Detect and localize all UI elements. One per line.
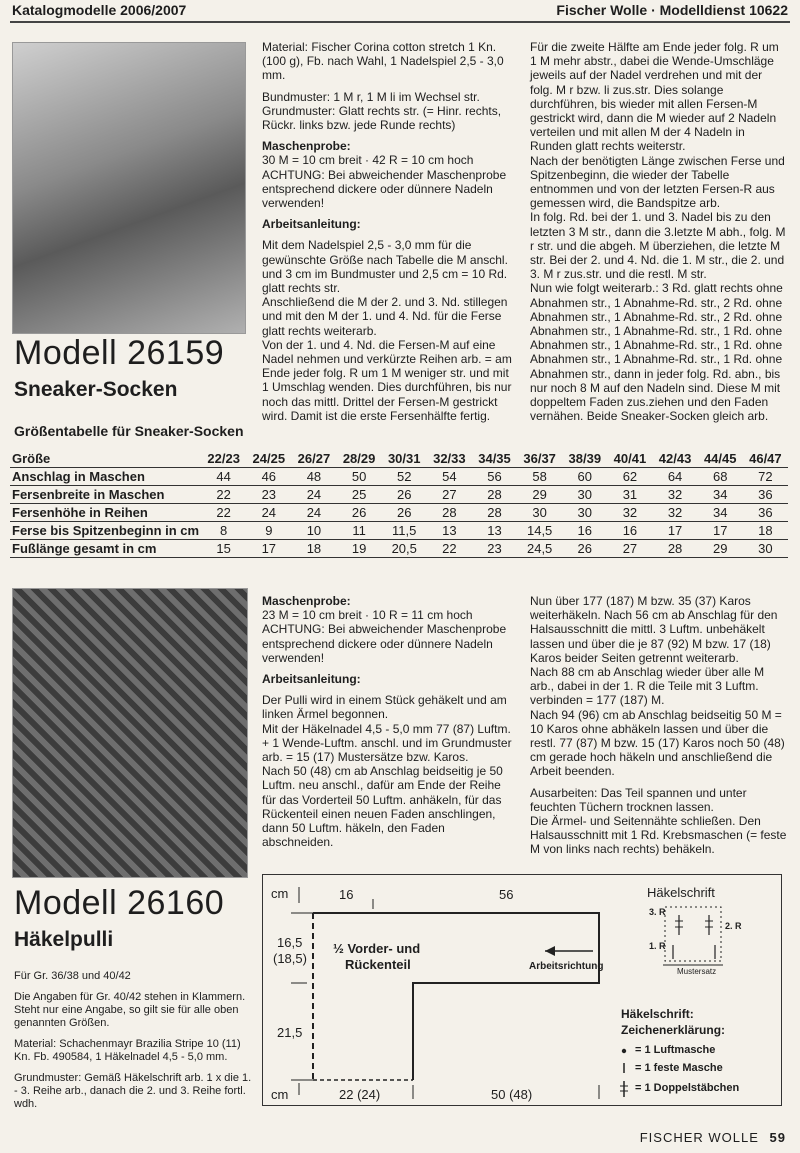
size-col-header: 28/29 — [337, 450, 382, 468]
pullover-meta — [14, 970, 252, 1111]
sock-finish: Nun wie folgt weiterarb.: 3 Rd. glatt rechts ohne Abnahmen str., 1 Abnahme-Rd. str., 2 Rd. ohne Abnahmen str., 1 Abnahme-Rd. str., 2 Rd. ohne Abnahmen str., 1 Abnahme-Rd. str., 1 Rd. ohne Abnahmen str., 1 Abnahme-Rd. str., 1 Rd. ohne Abnahmen str., 1 Abnahme-Rd. str., 1 Rd. ohne Abnahmen str., dann in jeder folg. Rd. abn., bis nur noch 8 M auf den Nadeln sind. Diese M mit doppeltem Faden zus.ziehen und den Faden vernähen. Beide Sneaker-Socken gleich arb. — [530, 281, 783, 424]
publisher-title: Fischer Wolle · Modelldienst 10622 — [556, 2, 788, 18]
table-cell: 18 — [291, 540, 336, 558]
model1-title: Modell 26159 — [14, 334, 225, 372]
table-cell: 46 — [246, 468, 291, 486]
size-col-header: 42/43 — [653, 450, 698, 468]
direction-arrow-head — [545, 946, 555, 956]
sock-probe: 30 M = 10 cm breit · 42 R = 10 cm hoch — [262, 153, 474, 168]
row-label: Fersenhöhe in Reihen — [10, 504, 201, 522]
table-cell: 28 — [427, 504, 472, 522]
direction-label: Arbeitsrichtung — [529, 961, 604, 972]
table-cell: 29 — [517, 486, 562, 504]
dim-16-5: 16,5 — [277, 935, 303, 950]
dim-cm-top: cm — [271, 886, 289, 901]
pullover-instructions-col2 — [262, 834, 514, 848]
model2-subtitle: Häkelpulli — [14, 928, 114, 951]
table-cell: 24 — [246, 504, 291, 522]
sock-achtung: ACHTUNG: Bei abweichender Maschenprobe entsprechend dickere oder dünnere Nadeln verwenden! — [262, 167, 507, 211]
table-cell: 34 — [698, 504, 743, 522]
sock-anleitung-3: Von der 1. und 4. Nd. die Fersen-M auf eine Nadel nehmen und verkürzte Reihen arb. = am Ende jeder folg. R um 1 M weniger str. und mit 1 Umschlag wenden. Dies durchführen, bis nur noch das mittl. Drittel der Fersen-M gestrickt wird. Damit ist die erste Fersenhälfte fertig. — [262, 337, 512, 423]
sock-photo — [12, 42, 246, 334]
sock-anleitung-1: Mit dem Nadelspiel 2,5 - 3,0 mm für die gewünschte Größe nach Tabelle die M anschl. und 3 cm im Bundmuster und 2,5 cm = 10 Rd. glatt rechts str. — [262, 238, 508, 296]
size-table-title: Größentabelle für Sneaker-Socken — [14, 423, 244, 439]
size-table-header: Größe — [10, 450, 201, 468]
table-cell: 30 — [743, 540, 788, 558]
size-table — [10, 450, 788, 558]
table-cell: 11 — [337, 522, 382, 540]
table-cell: 28 — [653, 540, 698, 558]
table-cell: 58 — [517, 468, 562, 486]
piece-label-1: ½ Vorder- und — [333, 941, 421, 956]
table-cell: 9 — [246, 522, 291, 540]
row-label: Anschlag in Maschen — [10, 468, 201, 486]
table-cell: 30 — [562, 486, 607, 504]
page-number: 59 — [769, 1130, 786, 1145]
table-cell: 29 — [698, 540, 743, 558]
pullover-instructions-col1 — [262, 594, 514, 849]
table-cell: 30 — [562, 504, 607, 522]
dim-18-5: (18,5) — [273, 951, 307, 966]
table-cell: 17 — [653, 522, 698, 540]
pullover-probe: 23 M = 10 cm breit · 10 R = 11 cm hoch — [262, 608, 473, 623]
table-cell: 28 — [472, 504, 517, 522]
table-cell: 48 — [291, 468, 336, 486]
dim-cm-bottom: cm — [271, 1087, 289, 1102]
table-cell: 26 — [337, 504, 382, 522]
row-label: Fußlänge gesamt in cm — [10, 540, 201, 558]
table-row — [10, 504, 788, 522]
catalog-title: Katalogmodelle 2006/2007 — [12, 2, 187, 18]
size-col-header: 38/39 — [562, 450, 607, 468]
table-row — [10, 540, 788, 558]
table-cell: 44 — [201, 468, 246, 486]
size-col-header: 24/25 — [246, 450, 291, 468]
row-1-label: 1. R — [649, 941, 666, 951]
legend-luftmasche: = 1 Luftmasche — [635, 1044, 716, 1056]
table-cell: 24 — [291, 504, 336, 522]
table-cell: 24,5 — [517, 540, 562, 558]
table-cell: 26 — [562, 540, 607, 558]
sock-anleitung-heading: Arbeitsanleitung: — [262, 217, 361, 232]
row-label: Fersenbreite in Maschen — [10, 486, 201, 504]
size-col-header: 46/47 — [743, 450, 788, 468]
table-cell: 32 — [653, 486, 698, 504]
sock-instructions-col1 — [262, 40, 514, 430]
table-cell: 36 — [743, 486, 788, 504]
pullover-ausarbeiten: Ausarbeiten: Das Teil spannen und unter feuchten Tüchern trocknen lassen. — [530, 785, 747, 814]
sock-ferse-2: Für die zweite Hälfte am Ende jeder folg. R um 1 M mehr abstr., dabei die Wende-Umschläge jeweils auf der Nadel verdrehen und mit der folg. M r bzw. li zus.str. Dies solange durchführen, bis wieder mit allen Fersen-M gestrickt wird, dann die M wieder auf 2 Nadeln verteilen und mit allen M der 4 Nadeln in Runden glatt rechts weiterstr. — [530, 40, 779, 154]
dim-56: 56 — [499, 887, 514, 902]
header-rule — [10, 21, 790, 23]
table-cell: 50 — [337, 468, 382, 486]
table-cell: 20,5 — [382, 540, 427, 558]
table-cell: 16 — [562, 522, 607, 540]
size-col-header: 34/35 — [472, 450, 517, 468]
row-label: Ferse bis Spitzenbeginn in cm — [12, 523, 200, 538]
size-col-header: 32/33 — [427, 450, 472, 468]
legend-doppelstaebchen: = 1 Doppelstäbchen — [635, 1082, 740, 1094]
pullover-instructions-col3 — [530, 594, 788, 864]
pullover-sizes: Für Gr. 36/38 und 40/42 — [14, 970, 131, 982]
row-3-label: 3. R — [649, 907, 666, 917]
table-cell: 13 — [472, 522, 517, 540]
table-cell: 11,5 — [382, 522, 427, 540]
sock-bundmuster: Bundmuster: 1 M r, 1 M li im Wechsel str. — [262, 89, 480, 104]
table-cell: 27 — [427, 486, 472, 504]
model2-title: Modell 26160 — [14, 884, 225, 922]
piece-label-2: Rückenteil — [345, 957, 411, 972]
table-cell: 36 — [743, 504, 788, 522]
model1-subtitle: Sneaker-Socken — [14, 378, 178, 401]
legend-subtitle: Zeichenerklärung: — [621, 1023, 726, 1037]
table-cell: 52 — [382, 468, 427, 486]
pullover-material: Material: Schachenmayr Brazilia Stripe 10 (11) Kn. Fb. 490584, 1 Häkelnadel 4,5 - 5,0 mm. — [14, 1038, 241, 1063]
pullover-achtung: ACHTUNG: Bei abweichender Maschenprobe entsprechend dickere oder dünnere Nadeln verwenden! — [262, 622, 507, 665]
table-cell: 8 — [201, 522, 246, 540]
sock-anleitung-2: Anschließend die M der 2. und 3. Nd. stillegen und mit den M der 1. und 4. Nd. für die Ferse glatt rechts weiterarb. — [262, 295, 508, 338]
table-cell: 22 — [427, 540, 472, 558]
pullover-anleitung-3: Nach 50 (48) cm ab Anschlag beidseitig je 50 Luftm. neu anschl., dafür am Ende der Reihe für das Vorderteil 50 Luftm. anhäkeln, für das Rückenteil einen neuen Faden anschlingen, dann 50 Luftm. häkeln, den Faden abschneiden. — [262, 764, 503, 850]
table-cell: 30 — [517, 504, 562, 522]
table-cell: 14,5 — [517, 522, 562, 540]
pullover-anleitung-heading: Arbeitsanleitung: — [262, 672, 361, 687]
table-cell: 56 — [472, 468, 517, 486]
size-table-header-row — [10, 450, 788, 468]
table-cell: 10 — [291, 522, 336, 540]
table-row — [10, 522, 788, 540]
table-cell: 32 — [653, 504, 698, 522]
table-cell: 27 — [607, 540, 652, 558]
pullover-anleitung-6: Nach 94 (96) cm ab Anschlag beidseitig 50 M = 10 Karos ohne abhäkeln lassen und über die restl. 77 (87) M bzw. 15 (17) Karos noch 50 (48) cm gerade hoch häkeln und anschließend die Arbeit beenden. — [530, 707, 785, 779]
pullover-anleitung-2: Mit der Häkelnadel 4,5 - 5,0 mm 77 (87) Luftm. + 1 Wende-Luftm. anschl. und im Grundmuster arb. = 15 (17) Mustersätze bzw. Karos. — [262, 721, 512, 765]
table-cell: 25 — [337, 486, 382, 504]
size-col-header: 22/23 — [201, 450, 246, 468]
luftmasche-dot — [622, 1049, 626, 1053]
dim-16: 16 — [339, 887, 354, 902]
pullover-probe-heading: Maschenprobe: — [262, 594, 351, 608]
table-cell: 22 — [201, 486, 246, 504]
mustersatz-label: Mustersatz — [677, 967, 717, 976]
table-cell: 17 — [246, 540, 291, 558]
table-cell: 31 — [607, 486, 652, 504]
pullover-size-note: Die Angaben für Gr. 40/42 stehen in Klammern. Steht nur eine Angabe, so gilt sie für alle oben genannten Größen. — [14, 991, 246, 1029]
crochet-chart-title: Häkelschrift — [647, 885, 715, 900]
table-row — [10, 468, 788, 486]
table-cell: 34 — [698, 486, 743, 504]
table-cell: 54 — [427, 468, 472, 486]
dim-22-24: 22 (24) — [339, 1087, 381, 1102]
table-cell: 26 — [382, 504, 427, 522]
legend-feste-masche: = 1 feste Masche — [635, 1062, 723, 1074]
sock-spitze: Nach der benötigten Länge zwischen Ferse und Spitzenbeginn, die wieder der Tabelle entnommen und von der letzten Fersen-R aus gemessen wird, die Bandspitze arb. — [530, 153, 785, 211]
table-cell: 19 — [337, 540, 382, 558]
sock-material: Material: Fischer Corina cotton stretch 1 Kn. (100 g), Fb. nach Wahl, 1 Nadelspiel 2,5 - 3,0 mm. — [262, 40, 504, 83]
table-cell: 60 — [562, 468, 607, 486]
pullover-photo — [12, 588, 248, 878]
row-2-label: 2. R — [725, 921, 742, 931]
table-cell: 16 — [607, 522, 652, 540]
sock-instructions-col2 — [530, 40, 788, 430]
table-cell: 24 — [291, 486, 336, 504]
sock-probe-heading: Maschenprobe: — [262, 139, 351, 154]
table-cell: 72 — [743, 468, 788, 486]
table-cell: 32 — [607, 504, 652, 522]
table-cell: 68 — [698, 468, 743, 486]
pullover-grundmuster: Grundmuster: Gemäß Häkelschrift arb. 1 x die 1. - 3. Reihe arb., danach die 2. und 3. Reihe fortl. wdh. — [14, 1072, 252, 1110]
size-col-header: 30/31 — [382, 450, 427, 468]
size-col-header: 36/37 — [517, 450, 562, 468]
table-cell: 26 — [382, 486, 427, 504]
table-cell: 13 — [427, 522, 472, 540]
pullover-anleitung-4: Nun über 177 (187) M bzw. 35 (37) Karos weiterhäkeln. Nach 56 cm ab Anschlag für den Halsausschnitt die mittl. 3 Luftm. unbehäkelt lassen und über die je 87 (92) M bzw. 17 (18) Karos beider Seiten getrennt weiterarb. — [530, 594, 778, 665]
size-col-header: 44/45 — [698, 450, 743, 468]
legend-title: Häkelschrift: — [621, 1007, 694, 1021]
pullover-anleitung-5: Nach 88 cm ab Anschlag wieder über alle M arb., dabei in der 1. R die Teile mit 3 Luftm. verbinden = 177 (187) M. — [530, 665, 765, 708]
table-cell: 64 — [653, 468, 698, 486]
table-cell: 18 — [743, 522, 788, 540]
dim-50-48: 50 (48) — [491, 1087, 533, 1102]
table-row — [10, 486, 788, 504]
dim-21-5: 21,5 — [277, 1025, 303, 1040]
table-cell: 23 — [246, 486, 291, 504]
table-cell: 62 — [607, 468, 652, 486]
size-col-header: 26/27 — [291, 450, 336, 468]
sock-abnahme: In folg. Rd. bei der 1. und 3. Nadel bis zu den letzten 3 M str., dann die 3.letzte M abh., folg. M r str. und die abgeh. M überziehen, die letzte M str. Bei der 2. und 4. Nd. die 1. M str., die 2. und 3. M r zus.str. und die restl. M str. — [530, 210, 786, 282]
footer-brand: FISCHER WOLLE — [639, 1130, 759, 1145]
pullover-anleitung-1: Der Pulli wird in einem Stück gehäkelt und am linken Ärmel begonnen. — [262, 693, 507, 722]
schematic-diagram — [262, 874, 782, 1106]
table-cell: 28 — [472, 486, 517, 504]
outline-step — [413, 970, 599, 1080]
table-cell: 17 — [698, 522, 743, 540]
pullover-ausarbeiten-2: Die Ärmel- und Seitennähte schließen. Den Halsausschnitt mit 1 Rd. Krebsmaschen (= feste M von links nach rechts) behäkeln. — [530, 814, 787, 857]
size-col-header: 40/41 — [607, 450, 652, 468]
table-cell: 15 — [201, 540, 246, 558]
table-cell: 23 — [472, 540, 517, 558]
table-cell: 22 — [201, 504, 246, 522]
sock-grundmuster: Grundmuster: Glatt rechts str. (= Hinr. rechts, Rückr. links bzw. jede Runde rechts) — [262, 103, 502, 133]
page-footer — [640, 1130, 786, 1145]
